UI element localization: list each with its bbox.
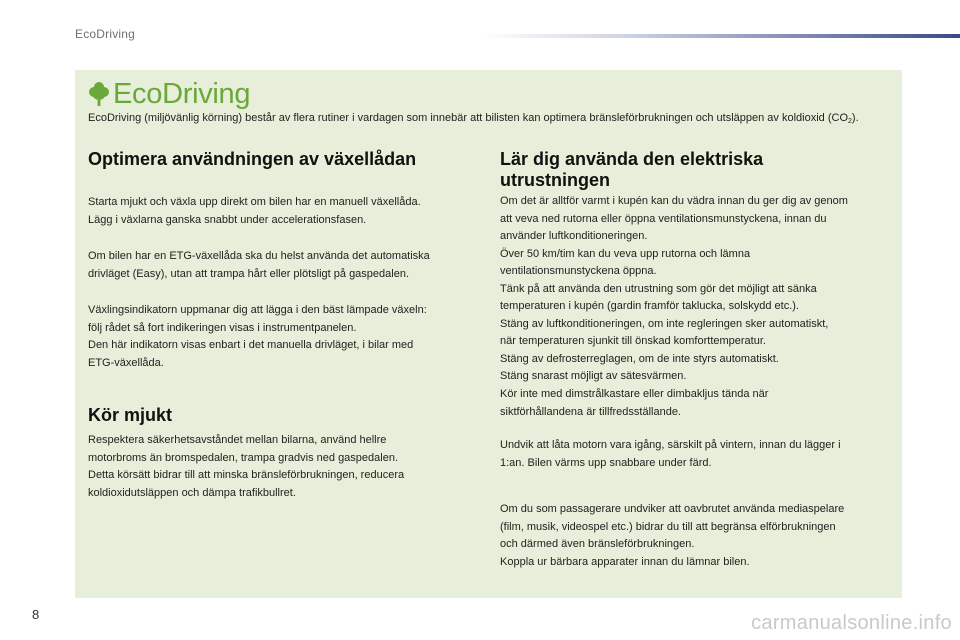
paragraph-line: Starta mjukt och växla upp direkt om bilen har en manuell växellåda. xyxy=(88,196,421,208)
paragraph-line: drivläget (Easy), utan att trampa hårt eller plötsligt på gaspedalen. xyxy=(88,267,410,280)
paragraph-line: Växlingsindikatorn uppmanar dig att lägga i den bäst lämpade växeln: xyxy=(88,304,427,316)
paragraph-line: Stäng av defrosterreglagen, om de inte styrs automatiskt. xyxy=(500,352,779,365)
paragraph-line: Över 50 km/tim kan du veva upp rutorna och lämna xyxy=(500,247,751,260)
paragraph-line: temperaturen i kupén (gardin framför taklucka, solskydd etc.). xyxy=(500,300,799,312)
tree-icon xyxy=(88,81,110,107)
header-rule-divider xyxy=(480,34,960,38)
left-column xyxy=(88,149,483,170)
section-heading-electrical-line-2: utrustningen xyxy=(500,170,610,190)
electrical-paragraph-1 xyxy=(500,193,895,386)
paragraph-line: följ rådet så fort indikeringen visas i instrumentpanelen. xyxy=(88,321,357,334)
paragraph-line: Tänk på att använda den utrustning som gör det möjligt att sänka xyxy=(500,282,817,295)
paragraph-line: när temperaturen sjunkit till önskad komforttemperatur. xyxy=(500,335,766,347)
paragraph-line: Undvik att låta motorn vara igång, särskilt på vintern, innan du lägger i xyxy=(500,439,841,451)
section-drive-smoothly xyxy=(88,405,483,426)
paragraph-line: att veva ned rutorna eller öppna ventilationsmunstyckena, innan du xyxy=(500,212,827,225)
watermark-text: carmanualsonline.info xyxy=(751,612,952,634)
paragraph-line: ventilationsmunstyckena öppna. xyxy=(500,265,657,277)
drive-smoothly-paragraph xyxy=(88,432,483,502)
ecodriving-title: EcoDriving xyxy=(113,77,251,110)
paragraph-line: ETG-växellåda. xyxy=(88,356,164,369)
paragraph-line: koldioxidutsläppen och dämpa trafikbullret. xyxy=(88,486,296,499)
paragraph-line: Om bilen har en ETG-växellåda ska du helst använda det automatiska xyxy=(88,250,430,262)
section-heading-drive-smoothly: Kör mjukt xyxy=(88,405,173,425)
electrical-paragraph-4 xyxy=(500,501,895,571)
section-heading-electrical-line-1: Lär dig använda den elektriska xyxy=(500,149,764,169)
paragraph-line: Kör inte med dimstrålkastare eller dimbakljus tända när xyxy=(500,388,769,400)
intro-text-b: ). xyxy=(851,112,859,124)
electrical-paragraph-2 xyxy=(500,386,895,421)
intro-text xyxy=(88,110,888,130)
ecodriving-logo xyxy=(88,78,250,110)
paragraph-line: Detta körsätt bidrar till att minska bränsleförbrukningen, reducera xyxy=(88,469,405,481)
paragraph-line: Om det är alltför varmt i kupén kan du vädra innan du ger dig av genom xyxy=(500,195,848,207)
paragraph-line: Koppla ur bärbara apparater innan du lämnar bilen. xyxy=(500,555,750,568)
right-column xyxy=(500,149,895,191)
page-number: 8 xyxy=(32,607,40,622)
paragraph-line: Lägg i växlarna ganska snabbt under accelerationsfasen. xyxy=(88,213,367,226)
paragraph-line: motorbroms än bromspedalen, trampa gradvis ned gaspedalen. xyxy=(88,451,399,464)
intro-text-a: EcoDriving (miljövänlig körning) består av flera rutiner i vardagen som innebär att bilisten kan optimera bränsleförbrukningen och utsläppen av koldioxid (CO xyxy=(88,112,848,124)
paragraph-line: Den här indikatorn visas enbart i det manuella drivläget, i bilar med xyxy=(88,339,414,351)
paragraph-line: använder luftkonditioneringen. xyxy=(500,230,648,242)
paragraph-line: Stäng snarast möjligt av sätesvärmen. xyxy=(500,370,687,382)
section-heading-gearbox: Optimera användningen av växellådan xyxy=(88,149,417,169)
paragraph-line: Stäng av luftkonditioneringen, om inte regleringen sker automatiskt, xyxy=(500,317,829,330)
paragraph-line: (film, musik, videospel etc.) bidrar du till att begränsa elförbrukningen xyxy=(500,520,836,533)
intro-subscript: 2 xyxy=(848,118,852,125)
paragraph-line: och därmed även bränsleförbrukningen. xyxy=(500,538,695,550)
gearbox-paragraph-1 xyxy=(88,194,483,229)
gearbox-paragraph-3 xyxy=(88,302,483,372)
paragraph-line: Om du som passagerare undviker att oavbrutet använda mediaspelare xyxy=(500,503,845,515)
paragraph-line: siktförhållandena är tillfredsställande. xyxy=(500,405,681,418)
gearbox-paragraph-2 xyxy=(88,248,483,283)
paragraph-line: 1:an. Bilen värms upp snabbare under färd. xyxy=(500,456,712,469)
section-header-label: EcoDriving xyxy=(75,27,136,41)
paragraph-line: Respektera säkerhetsavståndet mellan bilarna, använd hellre xyxy=(88,434,387,446)
electrical-paragraph-3 xyxy=(500,437,895,472)
